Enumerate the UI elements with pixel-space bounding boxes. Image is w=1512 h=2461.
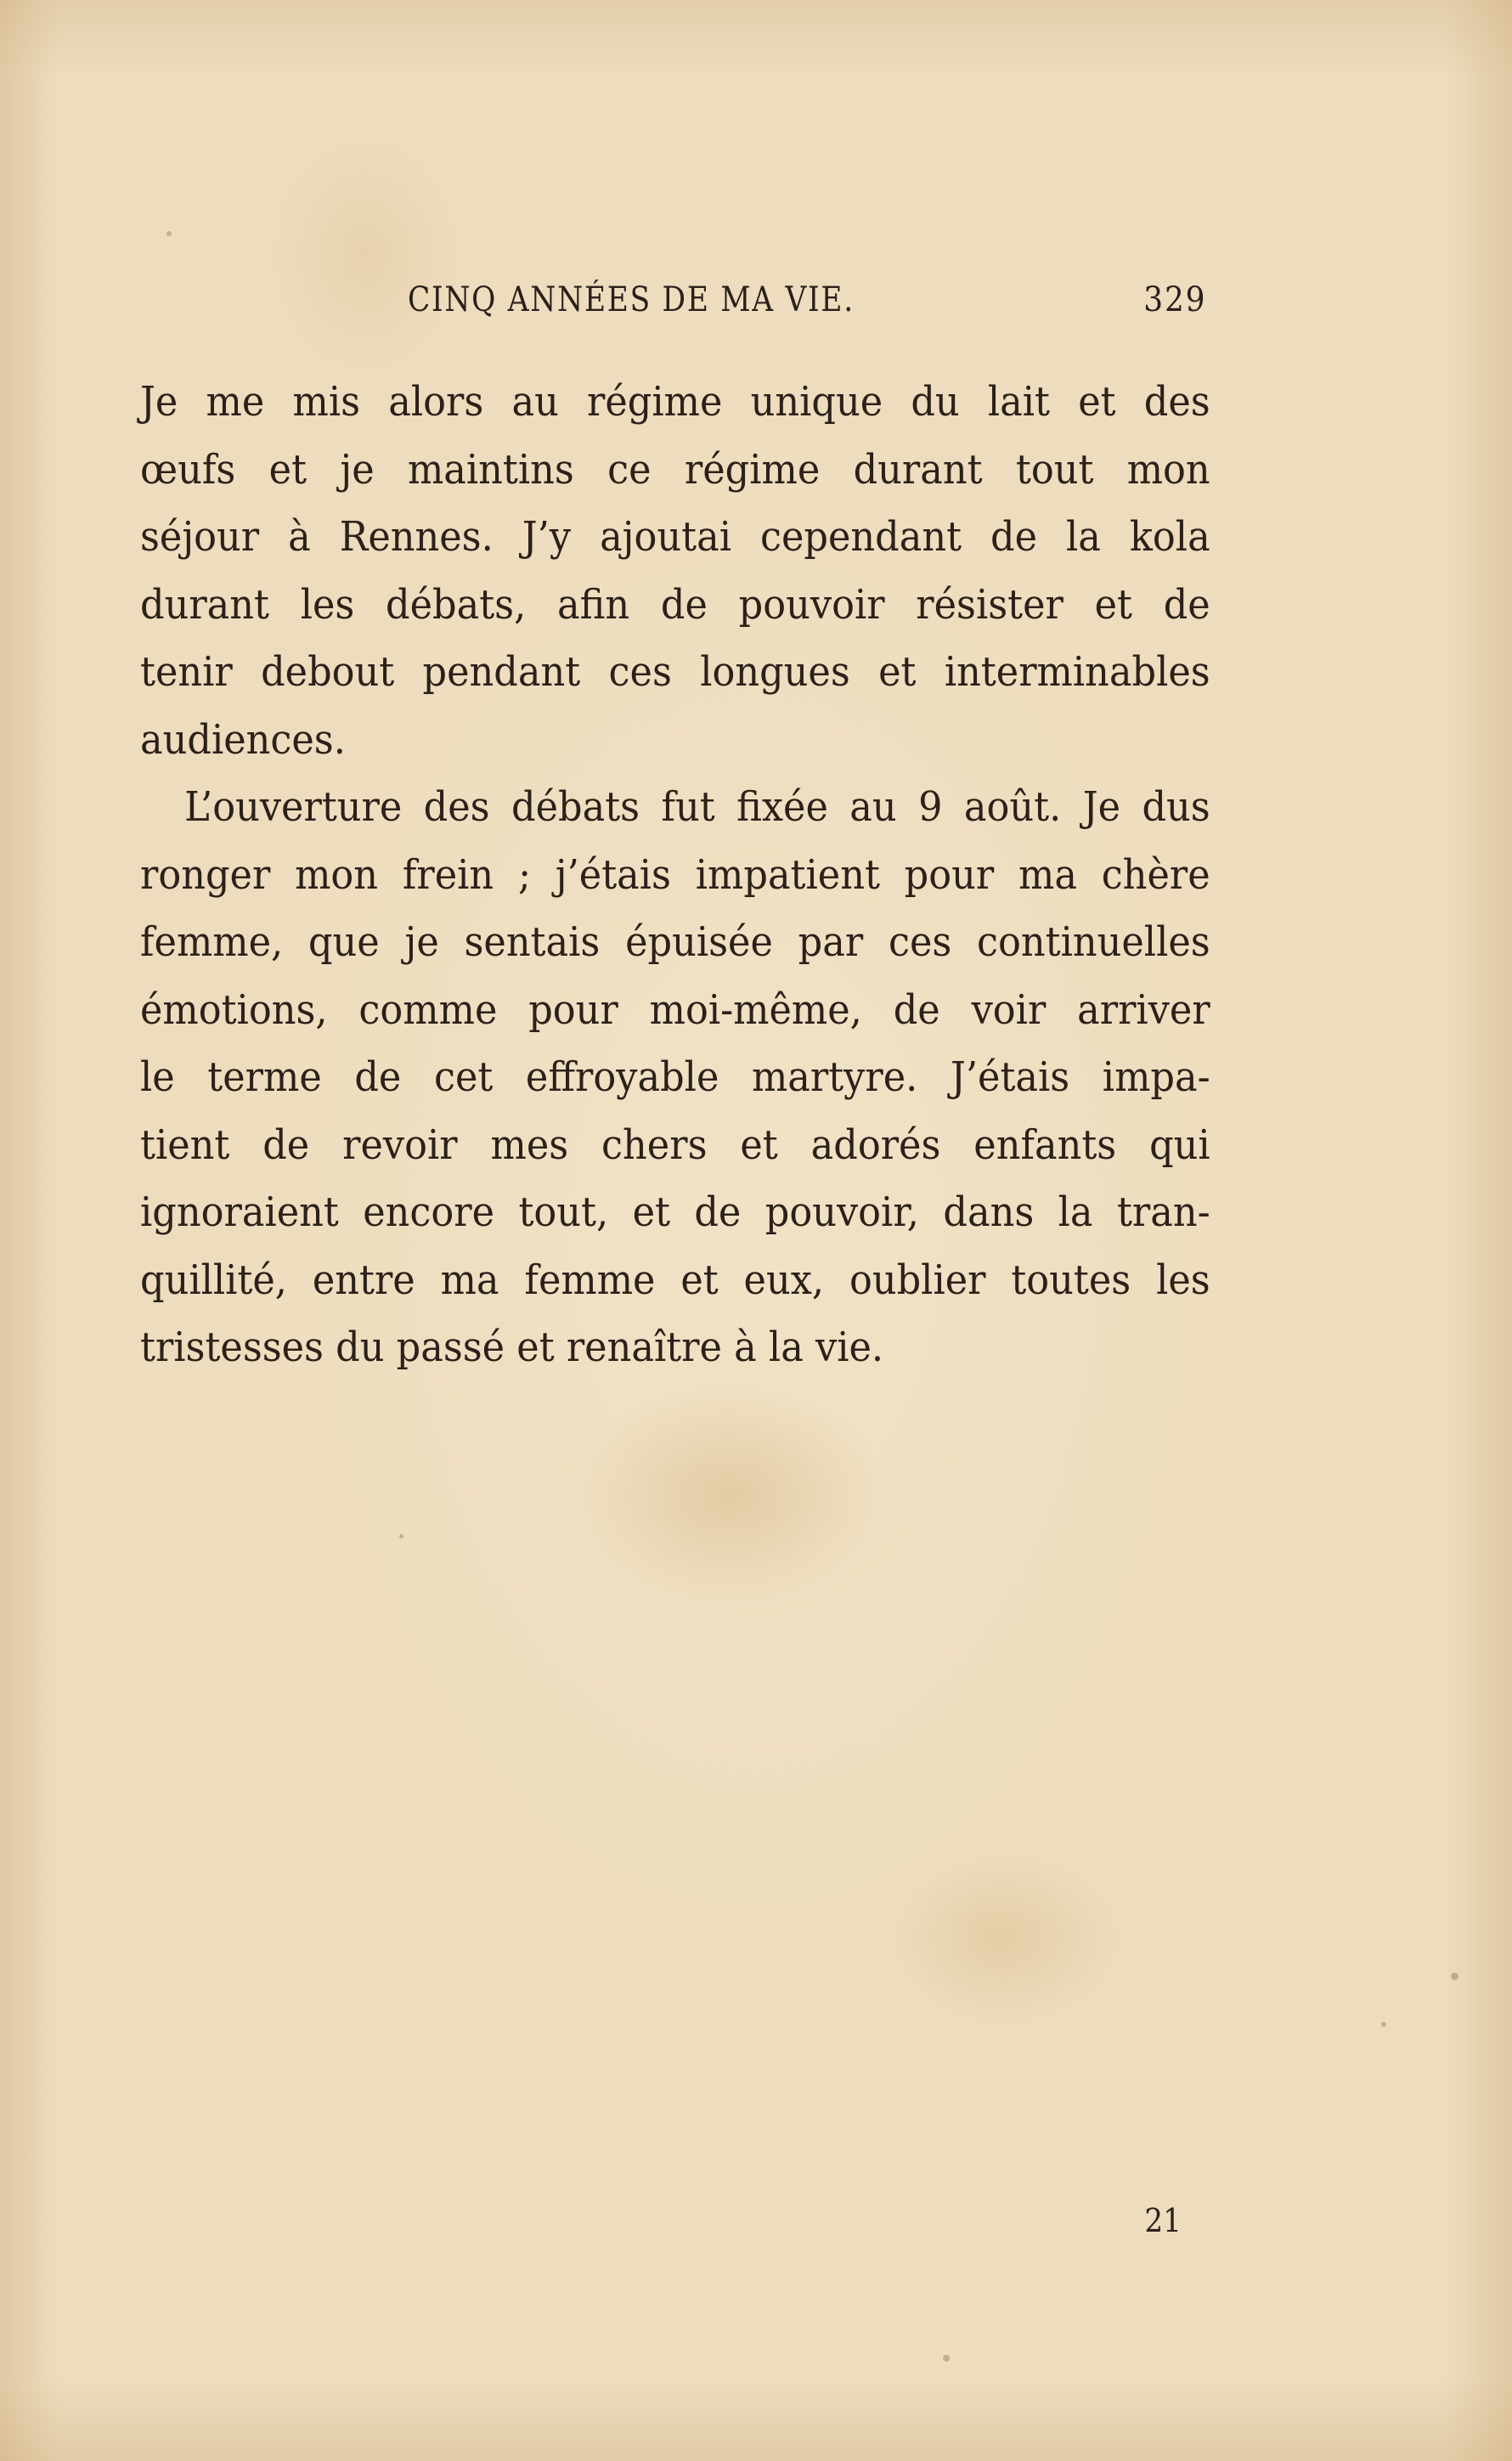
text-line: tient de revoir mes chers et adorés enfants qui bbox=[140, 1120, 1210, 1169]
text-line: séjour à Rennes. J’y ajoutai cependant de la kola bbox=[140, 513, 1210, 561]
paper-speck bbox=[166, 231, 172, 236]
text-line: tristesses du passé et renaître à la vie. bbox=[140, 1324, 884, 1371]
text-line: ignoraient encore tout, et de pouvoir, dans la tran- bbox=[140, 1188, 1210, 1236]
body-text bbox=[140, 369, 1210, 1382]
text-line: L’ouverture des débats fut fixée au 9 août. Je dus bbox=[184, 783, 1210, 831]
text-line: quillité, entre ma femme et eux, oublier toutes les bbox=[140, 1256, 1210, 1304]
text-line: durant les débats, afin de pouvoir résister et de bbox=[140, 580, 1210, 629]
paper-speck bbox=[1381, 2022, 1386, 2027]
running-title: CINQ ANNÉES DE MA VIE. bbox=[408, 280, 855, 319]
text-line: émotions, comme pour moi-même, de voir arriver bbox=[140, 985, 1210, 1034]
text-line: tenir debout pendant ces longues et interminables bbox=[140, 648, 1210, 696]
paper-speck bbox=[399, 1534, 403, 1538]
page-number: 329 bbox=[1142, 280, 1206, 319]
running-head bbox=[399, 280, 1206, 331]
text-line: audiences. bbox=[140, 715, 346, 764]
text-line: femme, que je sentais épuisée par ces continuelles bbox=[140, 918, 1210, 966]
text-line: le terme de cet effroyable martyre. J’étais impa- bbox=[140, 1053, 1210, 1101]
text-line: Je me mis alors au régime unique du lait et des bbox=[140, 378, 1210, 426]
paper-speck bbox=[1451, 1973, 1458, 1980]
text-line: ronger mon frein ; j’étais impatient pour ma chère bbox=[140, 850, 1210, 899]
paper-speck bbox=[943, 2355, 950, 2362]
text-line: œufs et je maintins ce régime durant tout mon bbox=[140, 445, 1210, 494]
signature-mark: 21 bbox=[1144, 2202, 1182, 2239]
